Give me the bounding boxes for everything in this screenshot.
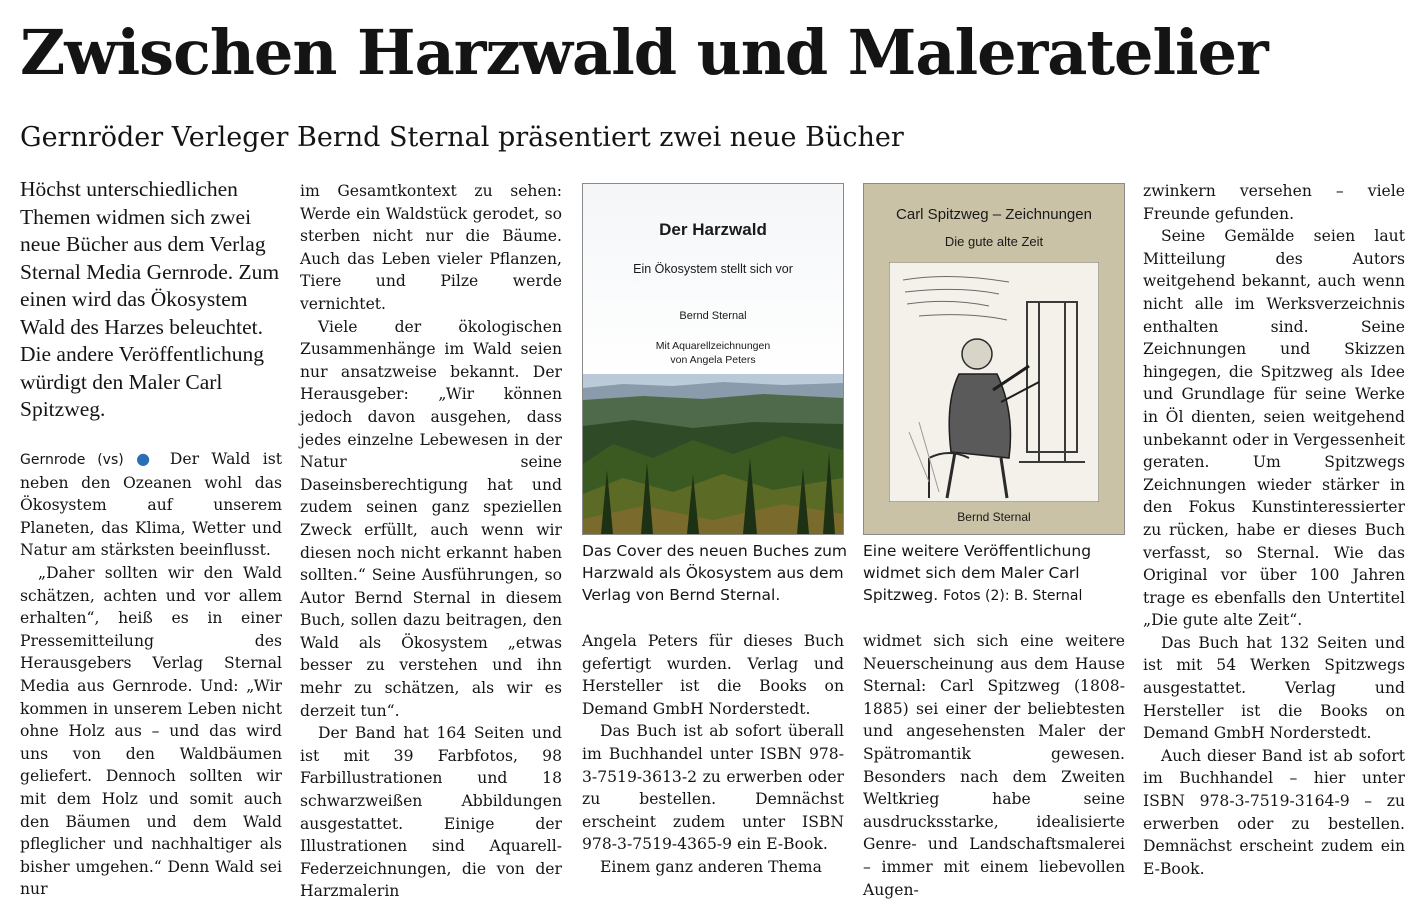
- headline: Zwischen Harzwald und Maleratelier: [20, 16, 1268, 89]
- photo-credit: Fotos (2): B. Sternal: [943, 588, 1083, 604]
- photo2-caption-text: Eine weitere Veröffentlichung widmet sich dem Maler Carl Spitzweg.: [863, 542, 1092, 604]
- cover1-title: Der Harzwald: [659, 220, 767, 239]
- dateline: Gernrode (vs): [20, 452, 124, 468]
- forest-landscape-image: [583, 374, 843, 534]
- col5-paragraph-4: Auch dieser Band ist ab sofort im Buchhandel – hier unter ISBN 978-3-7519-3164-9 – zu erwerben oder zu bestellen. Demnächst erscheint zudem ein E-Book.: [1143, 746, 1405, 878]
- cover1-note-1: Mit Aquarellzeichnungen: [655, 340, 771, 352]
- column-3: [582, 630, 844, 879]
- cover1-author: Bernd Sternal: [679, 310, 747, 322]
- cover2-title: Carl Spitzweg – Zeichnungen: [896, 206, 1092, 223]
- col3-paragraph-1: Angela Peters für dieses Buch gefertigt wurden. Verlag und Hersteller ist die Books on Demand GmbH Norderstedt.: [582, 632, 844, 718]
- column-5: [1143, 180, 1405, 880]
- cover2-author: Bernd Sternal: [957, 510, 1031, 524]
- col2-paragraph-3: Der Band hat 164 Seiten und ist mit 39 Farbfotos, 98 Farbillustrationen und 18 schwarzweißen Abbildungen ausgestattet. Einige der Illustrationen sind Aquarell-Federzeichnungen, die von der Harzmalerin: [300, 724, 562, 901]
- column-1: [20, 448, 282, 901]
- cover1-subtitle: Ein Ökosystem stellt sich vor: [633, 262, 793, 276]
- dateline-paragraph: [20, 448, 282, 562]
- cover2-subtitle: Die gute alte Zeit: [944, 234, 1044, 249]
- col5-paragraph-3: Das Buch hat 132 Seiten und ist mit 54 Werken Spitzwegs ausgestattet. Verlag und Hersteller ist die Books on Demand GmbH Norderstedt.: [1143, 633, 1405, 743]
- col5-paragraph-1: zwinkern versehen – viele Freunde gefunden.: [1143, 182, 1405, 223]
- column-2: [300, 180, 562, 903]
- col1-paragraph-2: „Daher sollten wir den Wald schätzen, achten und vor allem erhalten“, heiß es in einer Pressemitteilung des Herausgebers Verlag Sternal Media aus Gernrode. Und: „Wir kommen in unserem Leben nicht ohne Holz aus – und das wird uns von den Waldbäumen geliefert. Dennoch sollten wir mit dem Holz und somit auch den Bäumen und dem Wald pfleglicher und nachhaltiger als bisher umgehen.“ Denn Wald sei nur: [20, 563, 282, 899]
- cover1-note-2: von Angela Peters: [670, 354, 756, 366]
- col4-paragraph-1: widmet sich sich eine weitere Neuerscheinung aus dem Hause Sternal: Carl Spitzweg (1808-1885) sei einer der beliebtesten und angesehensten Maler der Spätromantik gewesen. Besonders nach dem Zweiten Weltkrieg habe seine ausdrucksstarke, idealisierte Genre- und Landschaftsmalerei – immer mit einem liebevollen Augen-: [863, 632, 1125, 899]
- col1-text-1: Der Wald ist neben den Ozeanen wohl das Ökosystem auf unserem Planeten, das Klima, Wetter und Natur am stärksten beeinflusst.: [20, 450, 282, 560]
- col5-paragraph-2: Seine Gemälde seien laut Mitteilung des Autors weitgehend bekannt, auch wenn nicht alle im Werksverzeichnis enthalten sind. Seine Zeichnungen und Skizzen hingegen, die Spitzweg als Idee und Grundlage für seine Werke in Öl dienten, seien weitgehend unbekannt oder in Vergessenheit geraten. Um Spitzwegs Zeichnungen wieder stärker in den Fokus Kunstinteressierter zu rücken, habe er dieses Buch verfasst, so Sternal. Wie das Original vor über 100 Jahren trage es ebenfalls den Untertitel „Die gute alte Zeit“.: [1143, 227, 1405, 630]
- col3-paragraph-3: Einem ganz anderen Thema: [600, 857, 822, 876]
- col2-paragraph-1: im Gesamtkontext zu sehen: Werde ein Waldstück gerodet, so sterben nicht nur die Bäume. Auch das Leben vieler Pflanzen, Tiere und Pilze werde vernichtet.: [300, 182, 562, 313]
- painter-sketch-image: [889, 262, 1099, 502]
- photo1-caption: Das Cover des neuen Buches zum Harzwald als Ökosystem aus dem Verlag von Bernd Sternal.: [582, 542, 847, 604]
- bullet-dot-icon: ●: [136, 449, 158, 468]
- column-4: [863, 630, 1125, 901]
- subheadline: Gernröder Verleger Bernd Sternal präsentiert zwei neue Bücher: [20, 122, 904, 153]
- book-cover-harzwald: [582, 183, 844, 535]
- col2-paragraph-2: Viele der ökologischen Zusammenhänge im Wald seien nur ansatzweise bekannt. Der Herausgeber: „Wir können jedoch davon ausgehen, dass jedes einzelne Lebewesen in der Natur seine Daseinsberechtigung hat und zudem seinen ganz speziellen Zweck erfüllt, auch wenn wir diesen noch nicht erkannt haben sollten.“ Seine Ausführungen, so Autor Bernd Sternal in diesem Buch, sollen dazu beitragen, den Wald als Ökosystem „etwas besser zu verstehen und ihn mehr zu schätzen, als wir es derzeit tun“.: [300, 317, 562, 720]
- col3-paragraph-2: Das Buch ist ab sofort überall im Buchhandel unter ISBN 978-3-7519-3613-2 zu erwerben oder zu bestellen. Demnächst erscheint zudem unter ISBN 978-3-7519-4365-9 ein E-Book.: [582, 722, 844, 854]
- book-cover-spitzweg: [863, 183, 1125, 535]
- photo2-caption: [863, 540, 1133, 607]
- lead-paragraph: Höchst unterschiedlichen Themen widmen sich zwei neue Bücher aus dem Verlag Sternal Media Gernrode. Zum einen wird das Ökosystem Wald des Harzes beleuchtet. Die andere Veröffentlichung würdigt den Maler Carl Spitzweg.: [20, 177, 280, 421]
